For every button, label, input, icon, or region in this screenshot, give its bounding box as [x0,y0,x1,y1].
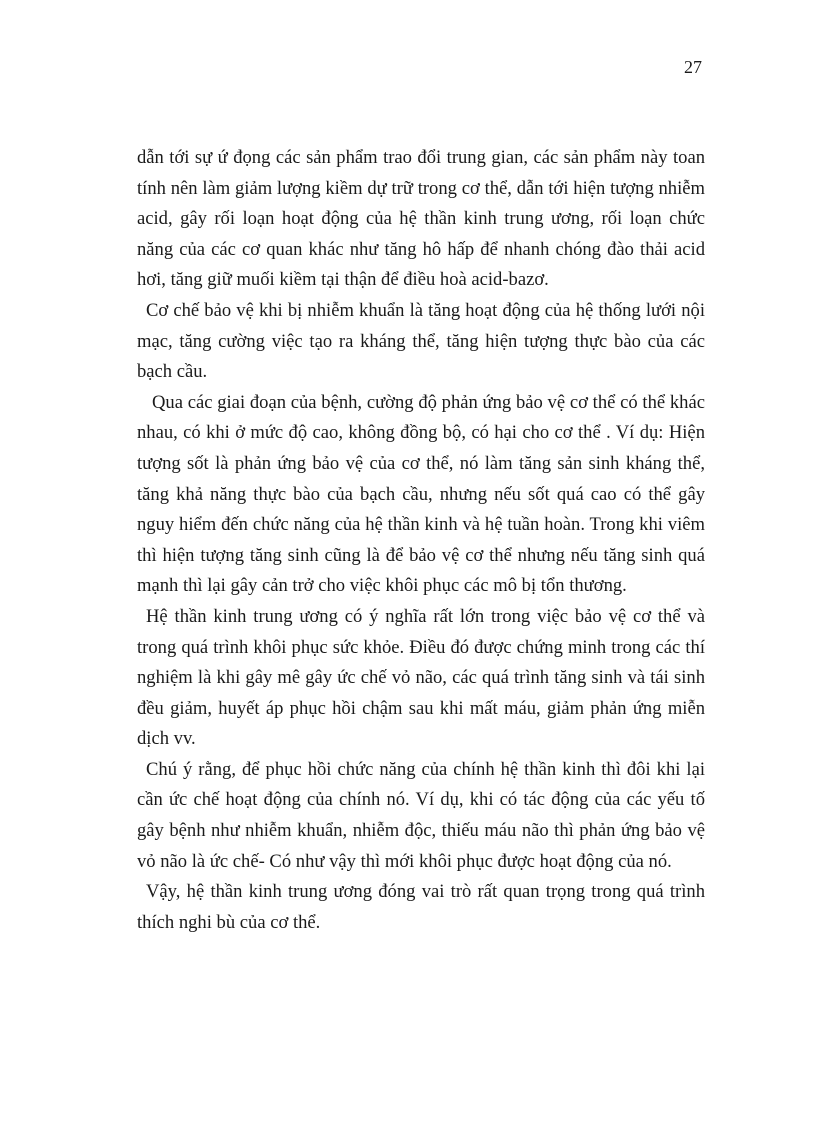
paragraph-4: Hệ thần kinh trung ương có ý nghĩa rất lớn trong việc bảo vệ cơ thể và trong quá trình khôi phục sức khỏe. Điều đó được chứng minh trong các thí nghiệm là khi gây mê gây ức chế vỏ não, các quá trình tăng sinh và tái sinh đều giảm, huyết áp phục hồi chậm sau khi mất máu, giảm phản ứng miễn dịch vv. [137,605,705,750]
paragraph-5: Chú ý rằng, để phục hồi chức năng của chính hệ thần kinh thì đôi khi lại cần ức chế hoạt động của chính nó. Ví dụ, khi có tác động của các yếu tố gây bệnh như nhiễm khuẩn, nhiễm độc, thiếu máu não thì phản ứng bảo vệ vỏ não là ức chế- Có như vậy thì mới khôi phục được hoạt động của nó. [137,758,705,872]
paragraph-2: Cơ chế bảo vệ khi bị nhiễm khuẩn là tăng hoạt động của hệ thống lưới nội mạc, tăng cường việc tạo ra kháng thể, tăng hiện tượng thực bào của các bạch cầu. [137,299,705,383]
body-text [137,143,705,938]
paragraph-3: Qua các giai đoạn của bệnh, cường độ phản ứng bảo vệ cơ thể có thể khác nhau, có khi ở mức độ cao, không đồng bộ, có hại cho cơ thể . Ví dụ: Hiện tượng sốt là phản ứng bảo vệ của cơ thể, nó làm tăng sản sinh kháng thể, tăng khả năng thực bào của bạch cầu, nhưng nếu sốt quá cao có thể gây nguy hiểm đến chức năng của hệ thần kinh và hệ tuần hoàn. Trong khi viêm thì hiện tượng tăng sinh cũng là để bảo vệ cơ thể nhưng nếu tăng sinh quá mạnh thì lại gây cản trở cho việc khôi phục các mô bị tổn thương. [137,391,705,597]
paragraph-1: dẫn tới sự ứ đọng các sản phẩm trao đổi trung gian, các sản phẩm này toan tính nên làm giảm lượng kiềm dự trữ trong cơ thể, dẫn tới hiện tượng nhiễm acid, gây rối loạn hoạt động của hệ thần kinh trung ương, rối loạn chức năng của các cơ quan khác như tăng hô hấp để nhanh chóng đào thải acid hơi, tăng giữ muối kiềm tại thận để điều hoà acid-bazơ. [137,147,705,291]
paragraph-6: Vậy, hệ thần kinh trung ương đóng vai trò rất quan trọng trong quá trình thích nghi bù của cơ thể. [137,881,705,933]
page-number: 27 [684,57,702,77]
